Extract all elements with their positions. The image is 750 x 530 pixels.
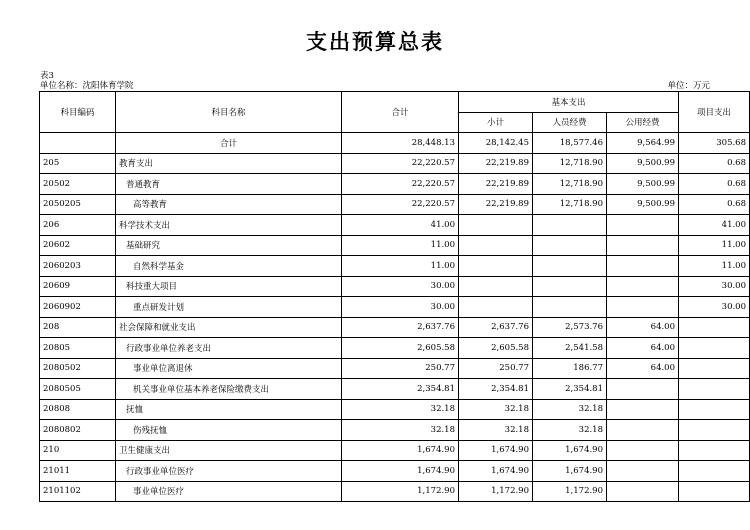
cell-public: 9,500.99 [607, 174, 679, 195]
cell-public: 64.00 [607, 317, 679, 338]
cell-subtotal: 2,637.76 [459, 317, 533, 338]
cell-name: 事业单位医疗 [116, 481, 342, 502]
cell-name: 自然科学基金 [116, 256, 342, 277]
cell-personnel: 32.18 [533, 399, 607, 420]
cell-subtotal [459, 297, 533, 318]
cell-personnel: 1,674.90 [533, 461, 607, 482]
cell-code: 210 [40, 440, 116, 461]
header-basic: 基本支出 [459, 92, 679, 113]
table-row [40, 440, 750, 461]
cell-project: 0.68 [679, 174, 750, 195]
cell-public [607, 481, 679, 502]
cell-personnel: 12,718.90 [533, 194, 607, 215]
table-row [40, 399, 750, 420]
cell-name: 基础研究 [116, 235, 342, 256]
cell-public [607, 379, 679, 400]
cell-code: 2080802 [40, 420, 116, 441]
cell-public [607, 215, 679, 236]
cell-code: 20808 [40, 399, 116, 420]
cell-project [679, 420, 750, 441]
cell-subtotal [459, 276, 533, 297]
cell-subtotal: 22,219.89 [459, 194, 533, 215]
cell-project [679, 481, 750, 502]
cell-code: 20805 [40, 338, 116, 359]
cell-total: 22,220.57 [342, 174, 459, 195]
cell-project: 30.00 [679, 276, 750, 297]
header-subtotal: 小计 [459, 112, 533, 133]
cell-subtotal: 1,674.90 [459, 440, 533, 461]
cell-public [607, 461, 679, 482]
cell-personnel [533, 215, 607, 236]
cell-personnel: 2,541.58 [533, 338, 607, 359]
cell-personnel: 186.77 [533, 358, 607, 379]
cell-total: 22,220.57 [342, 153, 459, 174]
cell-code [40, 133, 116, 154]
cell-name: 机关事业单位基本养老保险缴费支出 [116, 379, 342, 400]
cell-project [679, 317, 750, 338]
cell-public [607, 276, 679, 297]
cell-name: 科技重大项目 [116, 276, 342, 297]
cell-subtotal: 32.18 [459, 420, 533, 441]
cell-project: 0.68 [679, 194, 750, 215]
cell-code: 21011 [40, 461, 116, 482]
cell-name: 行政事业单位养老支出 [116, 338, 342, 359]
cell-total: 28,448.13 [342, 133, 459, 154]
cell-personnel: 2,573.76 [533, 317, 607, 338]
cell-personnel [533, 276, 607, 297]
table-row [40, 317, 750, 338]
table-number: 表3 [40, 71, 54, 81]
cell-total: 2,354.81 [342, 379, 459, 400]
cell-personnel: 32.18 [533, 420, 607, 441]
cell-total: 30.00 [342, 276, 459, 297]
cell-project: 305.68 [679, 133, 750, 154]
cell-project [679, 358, 750, 379]
cell-personnel: 18,577.46 [533, 133, 607, 154]
table-row [40, 379, 750, 400]
cell-total: 1,674.90 [342, 461, 459, 482]
table-row [40, 194, 750, 215]
cell-name: 教育支出 [116, 153, 342, 174]
cell-code: 205 [40, 153, 116, 174]
cell-name: 重点研发计划 [116, 297, 342, 318]
cell-personnel: 12,718.90 [533, 174, 607, 195]
cell-personnel [533, 297, 607, 318]
header-project: 项目支出 [679, 92, 750, 133]
table-row [40, 481, 750, 502]
cell-public [607, 235, 679, 256]
cell-personnel: 1,674.90 [533, 440, 607, 461]
cell-personnel [533, 256, 607, 277]
cell-public: 9,500.99 [607, 153, 679, 174]
cell-total: 1,172.90 [342, 481, 459, 502]
cell-subtotal: 22,219.89 [459, 174, 533, 195]
cell-project [679, 379, 750, 400]
cell-project [679, 338, 750, 359]
cell-subtotal: 250.77 [459, 358, 533, 379]
header-public: 公用经费 [607, 112, 679, 133]
cell-total: 32.18 [342, 420, 459, 441]
cell-name: 事业单位离退休 [116, 358, 342, 379]
cell-name: 高等教育 [116, 194, 342, 215]
cell-project [679, 399, 750, 420]
table-row [40, 215, 750, 236]
cell-subtotal [459, 235, 533, 256]
table-row [40, 420, 750, 441]
table-row [40, 297, 750, 318]
cell-subtotal: 32.18 [459, 399, 533, 420]
header-total: 合计 [342, 92, 459, 133]
cell-name: 抚恤 [116, 399, 342, 420]
cell-name: 伤残抚恤 [116, 420, 342, 441]
header-row-1 [40, 92, 750, 113]
cell-name: 科学技术支出 [116, 215, 342, 236]
cell-name: 行政事业单位医疗 [116, 461, 342, 482]
cell-total: 250.77 [342, 358, 459, 379]
table-row [40, 276, 750, 297]
cell-code: 2050205 [40, 194, 116, 215]
cell-public [607, 399, 679, 420]
cell-subtotal: 2,354.81 [459, 379, 533, 400]
cell-name: 社会保障和就业支出 [116, 317, 342, 338]
cell-subtotal: 1,172.90 [459, 481, 533, 502]
page-title: 支出预算总表 [306, 30, 444, 54]
cell-total: 22,220.57 [342, 194, 459, 215]
table-row [40, 461, 750, 482]
cell-public [607, 297, 679, 318]
cell-personnel [533, 235, 607, 256]
cell-project: 0.68 [679, 153, 750, 174]
table-row [40, 338, 750, 359]
cell-total: 11.00 [342, 256, 459, 277]
header-personnel: 人员经费 [533, 112, 607, 133]
cell-code: 208 [40, 317, 116, 338]
cell-code: 20602 [40, 235, 116, 256]
cell-code: 2080502 [40, 358, 116, 379]
cell-total: 11.00 [342, 235, 459, 256]
currency-unit: 单位：万元 [667, 81, 710, 91]
cell-code: 2101102 [40, 481, 116, 502]
cell-total: 30.00 [342, 297, 459, 318]
cell-code: 2060902 [40, 297, 116, 318]
table-row [40, 153, 750, 174]
cell-public: 64.00 [607, 358, 679, 379]
cell-public: 64.00 [607, 338, 679, 359]
cell-total: 32.18 [342, 399, 459, 420]
table-row [40, 133, 750, 154]
cell-project: 30.00 [679, 297, 750, 318]
header-name: 科目名称 [116, 92, 342, 133]
cell-subtotal [459, 256, 533, 277]
cell-name: 卫生健康支出 [116, 440, 342, 461]
cell-total: 41.00 [342, 215, 459, 236]
cell-code: 20502 [40, 174, 116, 195]
cell-subtotal: 2,605.58 [459, 338, 533, 359]
cell-personnel: 1,172.90 [533, 481, 607, 502]
cell-public [607, 440, 679, 461]
expenditure-budget-table [39, 91, 750, 502]
cell-total: 1,674.90 [342, 440, 459, 461]
table-row [40, 174, 750, 195]
cell-name: 普通教育 [116, 174, 342, 195]
cell-total: 2,605.58 [342, 338, 459, 359]
cell-public [607, 256, 679, 277]
cell-subtotal: 22,219.89 [459, 153, 533, 174]
header-code: 科目编码 [40, 92, 116, 133]
cell-subtotal: 1,674.90 [459, 461, 533, 482]
cell-code: 20609 [40, 276, 116, 297]
cell-total: 2,637.76 [342, 317, 459, 338]
cell-public [607, 420, 679, 441]
cell-project: 11.00 [679, 256, 750, 277]
cell-code: 206 [40, 215, 116, 236]
cell-public: 9,500.99 [607, 194, 679, 215]
cell-subtotal [459, 215, 533, 236]
cell-project [679, 461, 750, 482]
table-row [40, 358, 750, 379]
cell-project [679, 440, 750, 461]
cell-name: 合计 [116, 133, 342, 154]
table-body [40, 133, 750, 502]
cell-subtotal: 28,142.45 [459, 133, 533, 154]
cell-project: 41.00 [679, 215, 750, 236]
table-row [40, 235, 750, 256]
cell-project: 11.00 [679, 235, 750, 256]
cell-personnel: 2,354.81 [533, 379, 607, 400]
cell-code: 2060203 [40, 256, 116, 277]
cell-public: 9,564.99 [607, 133, 679, 154]
cell-code: 2080505 [40, 379, 116, 400]
unit-name: 单位名称：沈阳体育学院 [40, 81, 134, 91]
cell-personnel: 12,718.90 [533, 153, 607, 174]
table-row [40, 256, 750, 277]
